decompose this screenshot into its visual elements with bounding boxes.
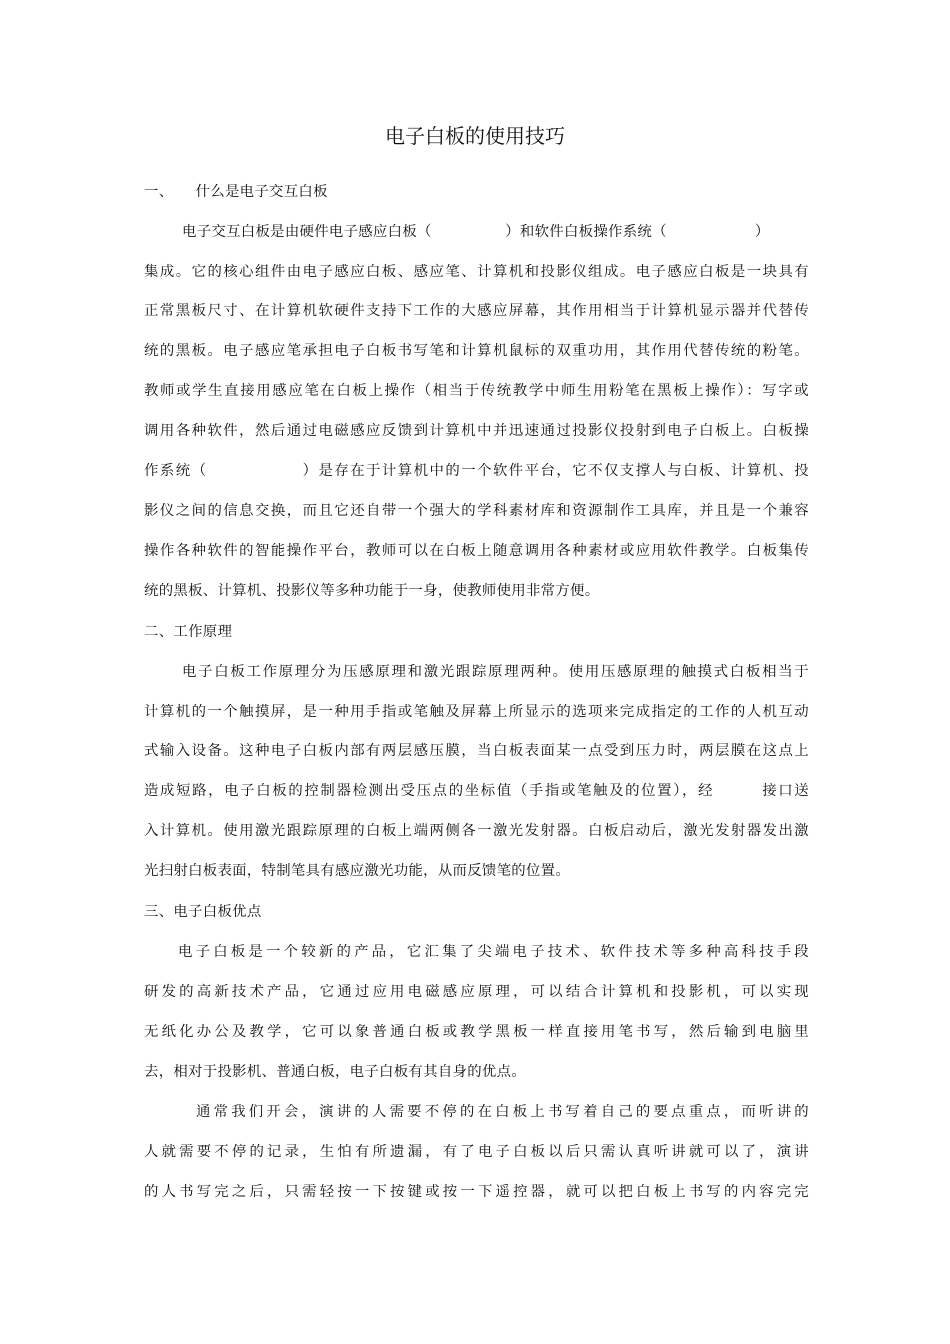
paragraph-line: 电子白板工作原理分为压感原理和激光跟踪原理两种。使用压感原理的触摸式白板相当于 <box>182 664 809 680</box>
paragraph-line: 电子白板是一个较新的产品，它汇集了尖端电子技术、软件技术等多种高科技手段 <box>178 944 809 960</box>
section-heading-2: 二、工作原理 <box>144 624 233 640</box>
paragraph-line: 人就需要不停的记录，生怕有所遗漏，有了电子白板以后只需认真听讲就可以了，演讲 <box>144 1144 809 1160</box>
paragraph-line: 正常黑板尺寸、在计算机软硬件支持下工作的大感应屏幕，其作用相当于计算机显示器并代替传 <box>144 303 809 319</box>
paragraph-line: 教师或学生直接用感应笔在白板上操作（相当于传统教学中师生用粉笔在黑板上操作）：写字或 <box>144 383 809 399</box>
paragraph-line: 操作各种软件的智能操作平台，教师可以在白板上随意调用各种素材或应用软件教学。白板集传 <box>144 543 809 559</box>
paragraph-line: 光扫射白板表面，特制笔具有感应激光功能，从而反馈笔的位置。 <box>144 863 571 879</box>
section-heading-1: 一、 什么是电子交互白板 <box>144 184 328 200</box>
paragraph-line: 式输入设备。这种电子白板内部有两层感压膜，当白板表面某一点受到压力时，两层膜在这点上 <box>144 743 809 759</box>
paragraph-line: 统的黑板。电子感应笔承担电子白板书写笔和计算机鼠标的双重功用，其作用代替传统的粉笔。 <box>144 343 809 359</box>
paragraph-line: 电子交互白板是由硬件电子感应白板（ ）和软件白板操作系统（ ） <box>182 224 770 240</box>
paragraph-line: 研发的高新技术产品，它通过应用电磁感应原理，可以结合计算机和投影机，可以实现 <box>144 984 809 1000</box>
paragraph-line: 去，相对于投影机、普通白板，电子白板有其自身的优点。 <box>144 1064 526 1080</box>
paragraph-line: 统的黑板、计算机、投影仪等多种功能于一身，使教师使用非常方便。 <box>144 583 600 599</box>
paragraph-line: 的人书写完之后，只需轻按一下按键或按一下遥控器，就可以把白板上书写的内容完完 <box>144 1184 809 1200</box>
document-title: 电子白板的使用技巧 <box>385 124 565 148</box>
section-heading-3: 三、电子白板优点 <box>144 904 262 920</box>
paragraph-line: 作系统（ ）是存在于计算机中的一个软件平台，它不仅支撑人与白板、计算机、投 <box>144 463 809 479</box>
paragraph-line: 影仪之间的信息交换，而且它还自带一个强大的学科素材库和资源制作工具库，并且是一个兼容 <box>144 503 809 519</box>
paragraph-line: 计算机的一个触摸屏，是一种用手指或笔触及屏幕上所显示的选项来完成指定的工作的人机互动 <box>144 704 809 720</box>
paragraph-line: 通常我们开会，演讲的人需要不停的在白板上书写着自己的要点重点，而听讲的 <box>196 1104 809 1120</box>
paragraph-line: 无纸化办公及教学，它可以象普通白板或教学黑板一样直接用笔书写，然后输到电脑里 <box>144 1024 809 1040</box>
paragraph-line: 入计算机。使用激光跟踪原理的白板上端两侧各一激光发射器。白板启动后，激光发射器发出激 <box>144 823 809 839</box>
paragraph-line: 集成。它的核心组件由电子感应白板、感应笔、计算机和投影仪组成。电子感应白板是一块具有 <box>144 264 809 280</box>
paragraph-line: 调用各种软件，然后通过电磁感应反馈到计算机中并迅速通过投影仪投射到电子白板上。白板操 <box>144 423 809 439</box>
paragraph-line: 造成短路，电子白板的控制器检测出受压点的坐标值（手指或笔触及的位置），经 接口送 <box>144 783 809 799</box>
